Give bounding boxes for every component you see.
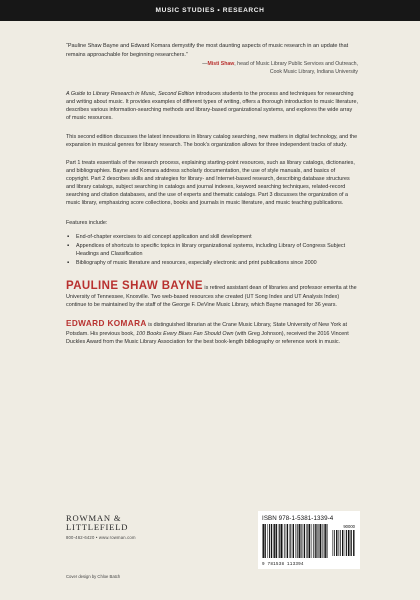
barcode-bar (351, 530, 352, 556)
previous-book-title: 100 Books Every Blues Fan Should Own (136, 330, 234, 337)
barcode-bar (309, 524, 310, 558)
barcode-bar (262, 524, 263, 558)
barcode-bar (350, 530, 351, 556)
barcode-bar (322, 524, 323, 558)
author-bio-text: is distinguished librarian at the Crane Music Library, State University of New York at Potsdam. His previous book, (66, 321, 348, 337)
parts-paragraph: Part 1 treats essentials of the research process, explaining starting-point resources, such as library catalogs, dictionaries, and bibliographies. Bayne and Komara address scholarly documentation, the use of style manuals, and basics of copyright. Part 2 describes skills and strategies for library- and Internet-based research, describing database structures and library catalogs, subject searching in catalogs and journal indexes, keyword searching techniques, related-record searching and citation databases, and the use of experts and thematic catalogs. Part 3 discusses the organization of a music library, emphasizing score collections, books and journals in music literature, and music teaching publications. (66, 159, 355, 207)
barcode-bar (334, 530, 335, 556)
edition-paragraph: This second edition discusses the latest innovations in library catalog searching, new matters in digital technology, and the expansion in musical genres for library research. The book’s organization allows for three independent tracks of study. (66, 133, 358, 148)
book-title: A Guide to Library Research in Music, Second Edition (66, 91, 195, 98)
category-header-bar (0, 0, 420, 21)
barcode-bar (295, 524, 296, 558)
review-quote: “Pauline Shaw Bayne and Edward Komara demystify the most daunting aspects of music research in an update that remains approachable for beginning researchers.” (66, 43, 349, 58)
attribution-dash: — (202, 61, 208, 68)
barcode-bar (273, 524, 274, 558)
author-name-komara: EDWARD KOMARA (66, 318, 147, 328)
reviewer-role: , head of Music Library Public Services and Outreach, (234, 61, 358, 68)
barcode-bar (278, 524, 279, 558)
barcode-bar (348, 530, 349, 556)
barcode-bar (301, 524, 302, 558)
publisher-logo-line2: LITTLEFIELD (66, 522, 129, 533)
barcode-bar (281, 524, 282, 558)
barcode-bar (313, 524, 314, 558)
barcode-bar (336, 530, 337, 556)
author-bio-text: is retired assistant dean of libraries and professor emerita at the University of Tennessee, Knoxville. Two web-based resources she created (UT Song Index and UT Analysis Index) continue to be maintained by the staff of the George F. DeVine Music Library, which Bayne managed for 36 years. (66, 285, 357, 309)
barcode-bar (269, 524, 270, 558)
reviewer-name: Misti Shaw (207, 61, 235, 68)
features-label: Features include: (66, 220, 108, 227)
barcode-digits: 9 781538 113394 (262, 561, 304, 567)
barcode-bar (276, 524, 277, 558)
barcode-bar (300, 524, 301, 558)
barcode-bar (327, 524, 328, 558)
barcode-bar (342, 530, 343, 556)
barcode-bar (315, 524, 316, 558)
barcode-bar (271, 524, 272, 558)
barcode-bar (324, 524, 325, 558)
barcode-bar (345, 530, 346, 556)
isbn-number: ISBN 978-1-5381-1339-4 (262, 515, 334, 522)
barcode-bar (264, 524, 265, 558)
barcode-bar (340, 530, 341, 556)
barcode-area (262, 524, 356, 566)
intro-text: introduces students to the process and techniques for researching and writing about music. It provides examples of different types of writing, offers a thorough introduction to music literature, describes various information-searching methods and library-based organizational systems, and explores the wide array of music resources. (66, 91, 358, 122)
feature-item: ▪ Appendices of shortcuts to specific topics in library organizational systems, including Library of Congress Subject Headings and Classification (66, 242, 358, 258)
back-cover-content (66, 42, 358, 347)
barcode-addon-bars (332, 530, 356, 560)
barcode-bar (287, 524, 288, 558)
barcode-bar (289, 524, 290, 558)
barcode-bar (263, 524, 264, 558)
category-label: MUSIC STUDIES • RESEARCH (155, 6, 265, 14)
barcode-bar (290, 524, 291, 558)
author-name-bayne: PAULINE SHAW BAYNE (66, 280, 203, 293)
barcode-bar (267, 524, 268, 558)
barcode-bar (293, 524, 294, 558)
barcode-bar (346, 530, 347, 556)
feature-item: ▪ Bibliography of music literature and resources, especially electronic and print publications since 2000 (66, 259, 358, 267)
barcode-bar (312, 524, 313, 558)
price-code: 90000 (343, 524, 355, 530)
barcode-bar (320, 524, 321, 558)
barcode-bars (262, 524, 328, 560)
isbn-barcode (258, 511, 360, 569)
quote-attribution (66, 60, 358, 76)
publisher-contact: 800-462-6420 • www.rowman.com (66, 535, 136, 541)
barcode-bar (283, 524, 284, 558)
publisher-logo-line1: ROWMAN & (66, 513, 122, 523)
barcode-bar (306, 524, 307, 558)
barcode-bar (338, 530, 339, 556)
barcode-bar (299, 524, 300, 558)
barcode-bar (332, 530, 333, 556)
author-bio-bayne (66, 281, 358, 310)
feature-item: ▪ End-of-chapter exercises to aid concept application and skill development (66, 233, 358, 241)
barcode-bar (307, 524, 308, 558)
barcode-bar (325, 524, 326, 558)
intro-paragraph (66, 90, 358, 122)
author-bio-komara (66, 320, 358, 347)
barcode-bar (279, 524, 280, 558)
barcode-bar (297, 524, 298, 558)
features-list (66, 233, 358, 267)
barcode-bar (284, 524, 285, 558)
barcode-bar (319, 524, 320, 558)
barcode-bar (318, 524, 319, 558)
cover-design-credit: Cover design by Chloe Batch (66, 574, 121, 579)
barcode-bar (353, 530, 354, 556)
author-bio-text: (with Greg Johnson), received the 2016 Vincent Duckles Award from the Music Library Association for the best book-length bibliography or reference work in music. (66, 330, 349, 346)
publisher-block (66, 514, 156, 541)
barcode-bar (274, 524, 275, 558)
publisher-logo (66, 514, 156, 532)
barcode-bar (304, 524, 305, 558)
reviewer-affiliation: Cook Music Library, Indiana University (269, 69, 358, 76)
